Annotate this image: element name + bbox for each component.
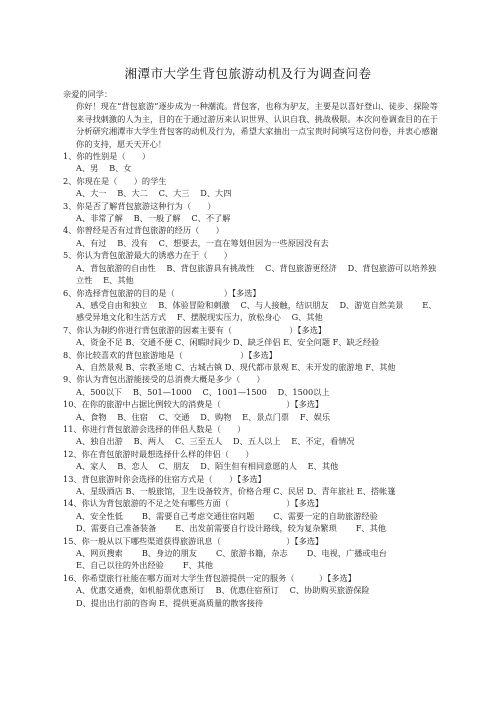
question-text: 13、背包旅游时你会选择的住宿方式是（ ）【多选】 xyxy=(63,473,266,484)
question-text: 4、你曾经是否有过背包旅游的经历（ ） xyxy=(63,225,224,236)
question-options: A、独自出游 B、两人 C、三至五人 D、五人以上 E、不定，看情况 xyxy=(76,436,355,447)
question-11 xyxy=(63,423,438,448)
question-text: 9、你认为背包出游能接受的总消费大概是多少（ ） xyxy=(63,374,265,385)
question-list xyxy=(63,150,438,609)
question-options: A、自然景观 B、宗教圣地 C、古城古镇 D、现代都市景观 E、未开发的旅游地 F、其他 xyxy=(76,361,396,372)
question-options: A、有过 B、没有 C、想要去，一直在筹划但因为一些原因没有去 xyxy=(76,237,329,248)
question-13 xyxy=(63,473,438,498)
question-text: 3、你是否了解背包旅游这种行为（ ） xyxy=(63,200,216,211)
question-3 xyxy=(63,200,438,225)
question-15 xyxy=(63,535,438,572)
question-options: A、食物 B、住宿 C、交通 D、购物 E、景点门票 F、娱乐 xyxy=(76,411,331,422)
question-6 xyxy=(63,287,438,324)
question-text: 10、在你的旅游中占据比例较大的消费是（ ）【多选】 xyxy=(63,399,324,410)
question-14 xyxy=(63,497,438,534)
question-12 xyxy=(63,448,438,473)
question-options: D、需要自己准备装备 E、出发前需要自行设计路线，较为复杂繁琐 F、其他 xyxy=(76,523,386,534)
question-text: 14、你认为背包旅游的不足之处有哪些方面（ ）【多选】 xyxy=(63,498,324,509)
question-16 xyxy=(63,572,438,609)
question-options: A、500以下 B、501—1000 C、1001—1500 D、1500以上 xyxy=(76,386,330,397)
question-text: 6、你选择背包旅游的目的是（ ）【多选】 xyxy=(63,287,261,298)
question-8 xyxy=(63,349,438,374)
question-options: A、男 B、女 xyxy=(76,163,132,174)
question-text: 16、你希望旅行社能在哪方面对大学生背包游提供一定的服务（ ）【多选】 xyxy=(63,572,356,583)
question-options: A、网页搜索 B、身边的朋友 C、旅游书籍，杂志 D、电视，广播或电台 xyxy=(76,548,387,559)
question-options: A、背包旅游的自由性 B、背包旅游具有挑战性 C、背包旅游更经济 D、背包旅游可以培养独立性 E、其他 xyxy=(76,262,437,286)
question-text: 1、你的性别是（ ） xyxy=(63,151,151,162)
question-5 xyxy=(63,249,438,286)
question-options: A、优惠交通费，如机船票优惠预订 B、优惠住宿预订 C、协助购买旅游保险 xyxy=(76,585,370,596)
intro-paragraph: 你好！现在“背包旅游”逐步成为一种潮流。背包客，也称为驴友，主要是以喜好登山、徒步、探险等来寻找刺激的人为主，目的在于通过游历来认识世界、认识自我、挑战极限。本次问卷调查目的在于分析研究湘潭市大学生背包客的动机及行为，希望大家抽出一点宝贵时间填写这份问卷，并衷心感谢你的支持，愿天天开心！ xyxy=(76,101,438,149)
greeting: 亲爱的同学： xyxy=(63,89,113,99)
question-text: 7、你认为制约你进行背包旅游的因素主要有（ ）【多选】 xyxy=(63,324,327,335)
question-1 xyxy=(63,150,438,175)
question-options: A、大一 B、大二 C、大三 D、大四 xyxy=(76,188,232,199)
question-text: 8、你比较喜欢的背包旅游地是（ ）【多选】 xyxy=(63,349,277,360)
question-text: 12、你在背包旅游时最想选择什么样的伴侣（ ） xyxy=(63,448,254,459)
question-text: 11、你进行背包旅游会选择的伴侣人数是（ ） xyxy=(63,423,246,434)
question-options: A、资金不足 B、交通不便 C、闲暇时间少 D、缺乏伴侣 E、安全问题 F、缺乏经验 xyxy=(76,337,380,348)
question-options: E、自己以往的外出经验 F、其他 xyxy=(76,560,214,571)
question-text: 2、你现在是（ ）的学生 xyxy=(63,175,167,186)
question-options: D、提出出行前的咨询 E、提供更高质量的散客接待 xyxy=(76,597,264,608)
question-9 xyxy=(63,373,438,398)
question-text: 5、你认为背包旅游最大的诱惑力在于（ ） xyxy=(63,250,232,261)
question-options: A、星级酒店 B、一般旅馆，卫生设备较齐，价格合理 C、民居 D、青年旅社 E、搭帐篷 xyxy=(76,486,396,496)
question-text: 15、你一般从以下哪些渠道获得旅游讯息（ ）【多选】 xyxy=(63,535,324,546)
document-body xyxy=(63,88,438,609)
question-options: A、非常了解 B、一般了解 C、不了解 xyxy=(76,213,231,224)
question-10 xyxy=(63,398,438,423)
question-options: A、感受自由和独立 B、体验冒险和刺激 C、与人接触，结识朋友 D、游览自然美景 E、感受异地文化和生活方式 F、摆脱现实压力，放松身心 G、其他 xyxy=(76,299,437,323)
question-7 xyxy=(63,324,438,349)
question-options: A、安全性低 B、需要自己考虑交通住宿问题 C、需要一定的自助旅游经验 xyxy=(76,510,378,521)
document-title: 湘潭市大学生背包旅游动机及行为调查问卷 xyxy=(124,66,372,81)
question-4 xyxy=(63,224,438,249)
question-options: A、家人 B、恋人 C、朋友 D、陌生但有相同意愿的人 E、其他 xyxy=(76,461,339,472)
question-2 xyxy=(63,175,438,200)
